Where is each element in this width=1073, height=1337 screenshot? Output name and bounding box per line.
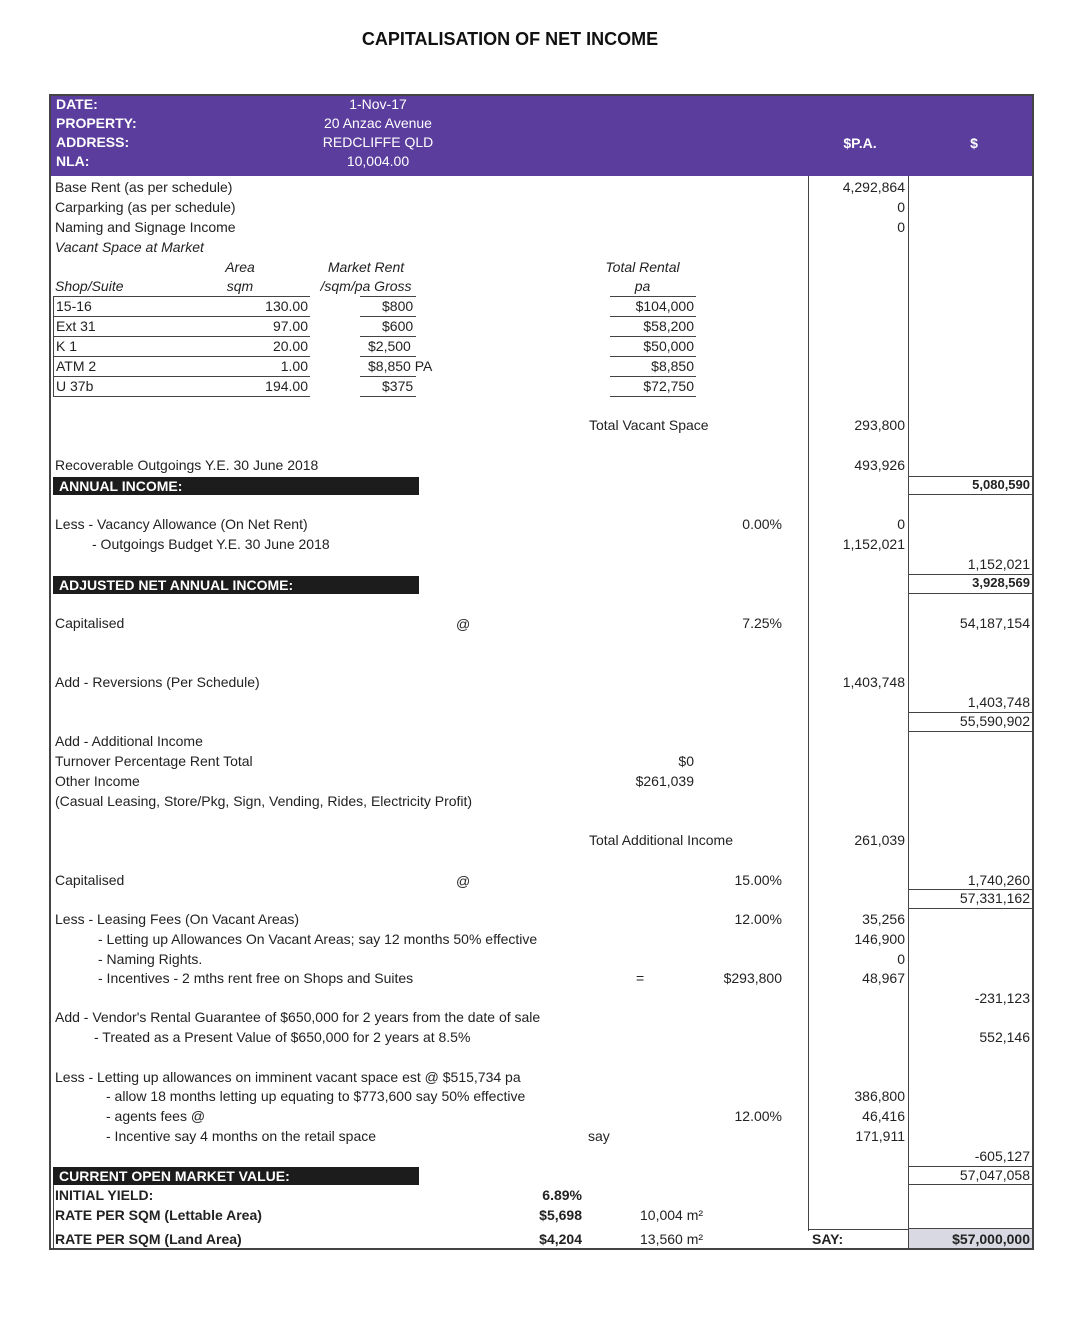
imminent-pa-4: 171,911: [855, 1128, 905, 1144]
base-rent-pa: 4,292,864: [842, 179, 905, 195]
outgoings-pa: 493,926: [854, 457, 905, 473]
header-value-date: 1-Nov-17: [349, 96, 407, 112]
outgoings-budget-pa: 1,152,021: [842, 536, 905, 552]
col-total-header-1: Total Rental: [605, 259, 680, 275]
imminent-label-1: Less - Letting up allowances on imminent vacant space est @ $515,734 pa: [55, 1069, 521, 1085]
imminent-label-2: - allow 18 months letting up equating to $773,600 say 50% effective: [106, 1088, 526, 1104]
capitalised-total-2: 1,740,260: [967, 872, 1030, 888]
total-cell: $8,850: [651, 358, 694, 374]
carparking-pa: 0: [897, 199, 905, 215]
rate-sqm-lettable-area: 10,004 m²: [640, 1207, 704, 1223]
naming-label: Naming and Signage Income: [55, 219, 236, 235]
col-rent-header-2: /sqm/pa Gross: [320, 278, 412, 294]
guarantee-label-1: Add - Vendor's Rental Guarantee of $650,000 for 2 years from the date of sale: [55, 1009, 541, 1025]
casual-leasing-label: (Casual Leasing, Store/Pkg, Sign, Vending, Rides, Electricity Profit): [55, 793, 473, 809]
total-vacant-pa: 293,800: [854, 417, 905, 433]
naming-rights-pa: 0: [897, 951, 905, 967]
outgoings-budget-label: - Outgoings Budget Y.E. 30 June 2018: [92, 536, 330, 552]
initial-yield-label: INITIAL YIELD:: [55, 1187, 154, 1203]
col-shop-header: Shop/Suite: [55, 278, 124, 294]
rent-cell: $600: [382, 318, 414, 334]
market-value-bar: CURRENT OPEN MARKET VALUE:: [53, 1167, 419, 1185]
area-cell: 1.00: [280, 358, 308, 374]
rent-cell: $8,850 PA: [368, 358, 433, 374]
col-area-header-1: Area: [225, 259, 255, 275]
shop-cell: Ext 31: [56, 318, 96, 334]
column-divider-total: [908, 176, 909, 1250]
leasing-total: -231,123: [974, 990, 1030, 1006]
page-title: CAPITALISATION OF NET INCOME: [361, 29, 659, 49]
leasing-fees-pa: 35,256: [862, 911, 905, 927]
reversions-label: Add - Reversions (Per Schedule): [55, 674, 260, 690]
header-label-property: PROPERTY:: [56, 115, 137, 131]
carparking-label: Carparking (as per schedule): [55, 199, 236, 215]
adjusted-income-bar: ADJUSTED NET ANNUAL INCOME:: [53, 576, 419, 594]
other-income-value: $261,039: [635, 773, 694, 789]
imminent-rate-3: 12.00%: [734, 1108, 782, 1124]
total-vacant-label: Total Vacant Space: [589, 417, 709, 433]
market-value-total: 57,047,058: [959, 1167, 1030, 1183]
annual-income-total: 5,080,590: [972, 477, 1030, 492]
imminent-label-3: - agents fees @: [106, 1108, 206, 1124]
total-additional-pa: 261,039: [854, 832, 905, 848]
total-cell: $58,200: [643, 318, 694, 334]
initial-yield-value: 6.89%: [542, 1187, 582, 1203]
capitalised-at-1: @: [456, 616, 471, 632]
guarantee-total: 552,146: [979, 1029, 1030, 1045]
incentives-equals: =: [636, 970, 645, 986]
capitalised-subtotal-2: 57,331,162: [959, 890, 1030, 906]
area-cell: 194.00: [265, 378, 308, 394]
area-cell: 130.00: [265, 298, 308, 314]
outgoings-label: Recoverable Outgoings Y.E. 30 June 2018: [55, 457, 319, 473]
letting-up-pa: 146,900: [854, 931, 905, 947]
rent-cell: $375: [382, 378, 414, 394]
capitalised-rate-1: 7.25%: [742, 615, 782, 631]
base-rent-label: Base Rent (as per schedule): [55, 179, 233, 195]
column-header-total: $: [970, 135, 978, 151]
imminent-total: -605,127: [974, 1148, 1030, 1164]
leasing-fees-label: Less - Leasing Fees (On Vacant Areas): [55, 911, 300, 927]
capitalised-at-2: @: [456, 873, 471, 889]
adjusted-income-total: 3,928,569: [972, 575, 1030, 590]
incentives-label: - Incentives - 2 mths rent free on Shops and Suites: [98, 970, 414, 986]
column-divider-pa: [808, 176, 809, 1231]
incentives-pa: 48,967: [862, 970, 905, 986]
turnover-value: $0: [678, 753, 694, 769]
naming-rights-label: - Naming Rights.: [98, 951, 203, 967]
shop-cell: U 37b: [56, 378, 94, 394]
area-cell: 97.00: [272, 318, 308, 334]
header-label-address: ADDRESS:: [56, 134, 130, 150]
rent-cell: $2,500: [368, 338, 411, 354]
capitalised-rate-2: 15.00%: [734, 872, 782, 888]
col-rent-header-1: Market Rent: [327, 259, 405, 275]
total-cell: $104,000: [635, 298, 694, 314]
leasing-fees-rate: 12.00%: [734, 911, 782, 927]
rent-cell: $800: [382, 298, 414, 314]
rate-sqm-land-value: $4,204: [539, 1231, 582, 1247]
capitalised-total-1: 54,187,154: [959, 615, 1030, 631]
reversions-total: 1,403,748: [967, 694, 1030, 710]
header-value-property: 20 Anzac Avenue: [324, 115, 432, 131]
vacancy-allowance-pa: 0: [897, 516, 905, 532]
vacancy-allowance-label: Less - Vacancy Allowance (On Net Rent): [55, 516, 308, 532]
imminent-label-4: - Incentive say 4 months on the retail space: [106, 1128, 377, 1144]
total-cell: $72,750: [643, 378, 694, 394]
rate-sqm-land-area: 13,560 m²: [640, 1231, 704, 1247]
column-header-pa: $P.A.: [843, 135, 877, 151]
imminent-pa-3: 46,416: [862, 1108, 905, 1124]
vacant-space-label: Vacant Space at Market: [55, 239, 204, 255]
total-additional-label: Total Additional Income: [589, 832, 733, 848]
letting-up-label: - Letting up Allowances On Vacant Areas; say 12 months 50% effective: [98, 931, 538, 947]
rate-sqm-land-label: RATE PER SQM (Land Area): [55, 1231, 242, 1247]
shop-cell: 15-16: [56, 298, 92, 314]
guarantee-label-2: - Treated as a Present Value of $650,000 for 2 years at 8.5%: [94, 1029, 471, 1045]
incentives-value: $293,800: [723, 970, 782, 986]
capitalised-label-1: Capitalised: [55, 615, 125, 631]
reversions-pa: 1,403,748: [842, 674, 905, 690]
capitalised-label-2: Capitalised: [55, 872, 125, 888]
header-label-nla: NLA:: [56, 153, 90, 169]
say-value: $57,000,000: [952, 1231, 1030, 1247]
col-area-header-2: sqm: [226, 278, 254, 294]
say-label: SAY:: [812, 1231, 844, 1247]
other-income-label: Other Income: [55, 773, 140, 789]
annual-income-bar: ANNUAL INCOME:: [53, 477, 419, 495]
total-cell: $50,000: [643, 338, 694, 354]
col-total-header-2: pa: [634, 278, 651, 294]
rate-sqm-lettable-label: RATE PER SQM (Lettable Area): [55, 1207, 262, 1223]
imminent-pa-2: 386,800: [854, 1088, 905, 1104]
turnover-label: Turnover Percentage Rent Total: [55, 753, 253, 769]
shop-cell: K 1: [56, 338, 78, 354]
less-total: 1,152,021: [967, 556, 1030, 572]
rate-sqm-lettable-value: $5,698: [539, 1207, 582, 1223]
vacancy-allowance-rate: 0.00%: [742, 516, 782, 532]
imminent-say: say: [588, 1128, 610, 1144]
header-value-address: REDCLIFFE QLD: [322, 134, 434, 150]
naming-pa: 0: [897, 219, 905, 235]
reversions-subtotal: 55,590,902: [959, 713, 1030, 729]
shop-cell: ATM 2: [56, 358, 97, 374]
header-label-date: DATE:: [56, 96, 98, 112]
additional-income-label: Add - Additional Income: [55, 733, 203, 749]
area-cell: 20.00: [272, 338, 308, 354]
header-value-nla: 10,004.00: [346, 153, 410, 169]
